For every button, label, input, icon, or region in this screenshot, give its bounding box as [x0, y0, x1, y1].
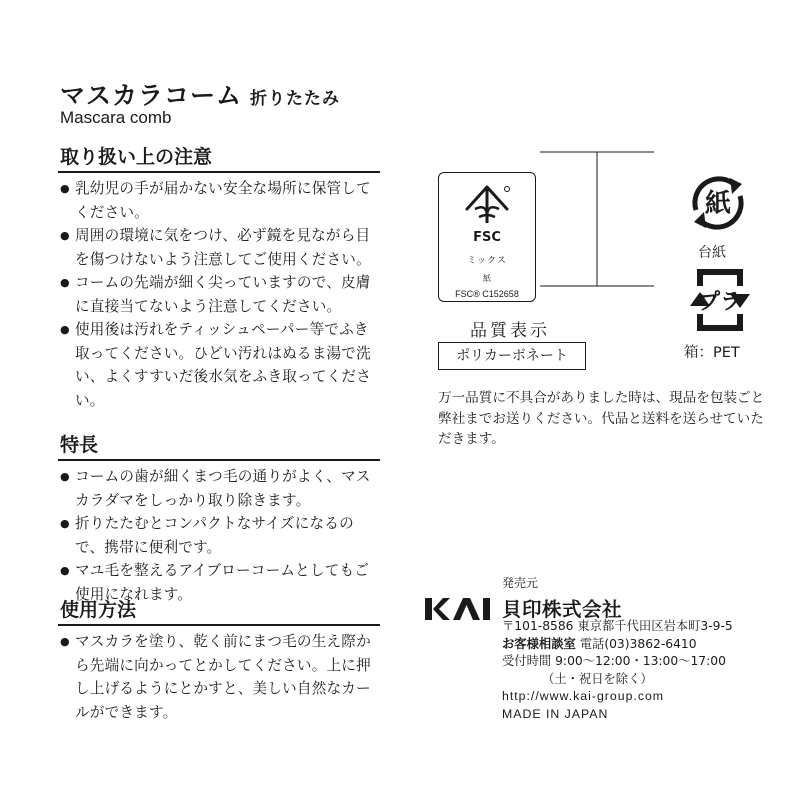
caution-section	[58, 144, 380, 412]
product-variant: 折りたたみ	[250, 89, 341, 109]
kai-logo	[425, 596, 495, 626]
fsc-mix-label: ミックス	[467, 256, 507, 266]
plastic-recycle-label: 箱：PET	[684, 345, 740, 361]
caution-heading: 取り扱い上の注意	[58, 144, 380, 173]
usage-section	[58, 597, 380, 724]
list-item: ● 使用後は汚れをティッシュペーパー等でふき取ってください。ひどい汚れはぬるま湯で洗い、よくすすいだ後水気をふき取ってください。	[58, 318, 380, 412]
quality-label: 品質表示	[470, 321, 550, 341]
features-section	[58, 432, 380, 606]
list-item: ● 折りたたむとコンパクトなサイズになるので、携帯に便利です。	[58, 512, 380, 559]
divider-lines	[540, 150, 660, 290]
quality-notice: 万一品質に不具合がありました時は、現品を包装ごと弊社までお送りください。代品と送料を送らせていただきます。	[438, 390, 765, 447]
fsc-paper-label: 紙	[483, 274, 491, 283]
consult-closed: （土・祝日を除く）	[542, 671, 653, 686]
plastic-recycle-symbol: プラ	[697, 290, 743, 315]
consult-phone: 電話(03)3862-6410	[579, 636, 697, 651]
features-heading: 特長	[58, 432, 380, 461]
plastic-recycle-icon	[684, 264, 756, 340]
product-title	[60, 76, 340, 112]
publisher-label: 発売元	[502, 576, 539, 590]
consult-hours: 受付時間 9:00〜12:00・13:00〜17:00	[502, 654, 726, 668]
list-item: ● 乳幼児の手が届かない安全な場所に保管してください。	[58, 177, 380, 224]
company-name: 貝印株式会社	[502, 598, 623, 621]
company-address: 〒101-8586 東京都千代田区岩本町3-9-5	[502, 619, 733, 633]
product-name: マスカラコーム	[60, 81, 243, 110]
company-url: http://www.kai-group.com	[502, 689, 665, 703]
made-in-label: MADE IN JAPAN	[502, 706, 609, 721]
quality-material: ポリカーボネート	[438, 342, 586, 370]
usage-list	[58, 630, 380, 724]
paper-recycle-symbol: 紙	[704, 189, 732, 219]
list-item: ● マユ毛を整えるアイブローコームとしてもご使用になれます。	[58, 559, 380, 606]
fsc-label	[438, 172, 536, 302]
list-item: ● コームの歯が細くまつ毛の通りがよく、マスカラダマをしっかり取り除きます。	[58, 465, 380, 512]
kai-logo-text: KAI	[425, 596, 427, 597]
caution-list	[58, 177, 380, 412]
features-list	[58, 465, 380, 606]
paper-recycle-icon	[684, 170, 752, 240]
list-item: ● 周囲の環境に気をつけ、必ず鏡を見ながら目を傷つけないよう注意してご使用ください。	[58, 224, 380, 271]
usage-heading: 使用方法	[58, 597, 380, 626]
consult-label: お客様相談室	[502, 636, 576, 651]
paper-recycle-label: 台紙	[698, 245, 726, 261]
fsc-logo-text: FSC	[473, 230, 501, 245]
list-item: ● マスカラを塗り、乾く前にまつ毛の生え際から先端に向かってとかしてください。上に押し上げるようにとかすと、美しい自然なカールができます。	[58, 630, 380, 724]
company-contact	[502, 618, 733, 723]
fsc-code: FSC® C152658	[455, 289, 519, 299]
list-item: ● コームの先端が細く尖っていますので、皮膚に直接当てないよう注意してください。	[58, 271, 380, 318]
fsc-tree-icon	[439, 183, 535, 229]
product-name-en: Mascara comb	[60, 108, 172, 127]
